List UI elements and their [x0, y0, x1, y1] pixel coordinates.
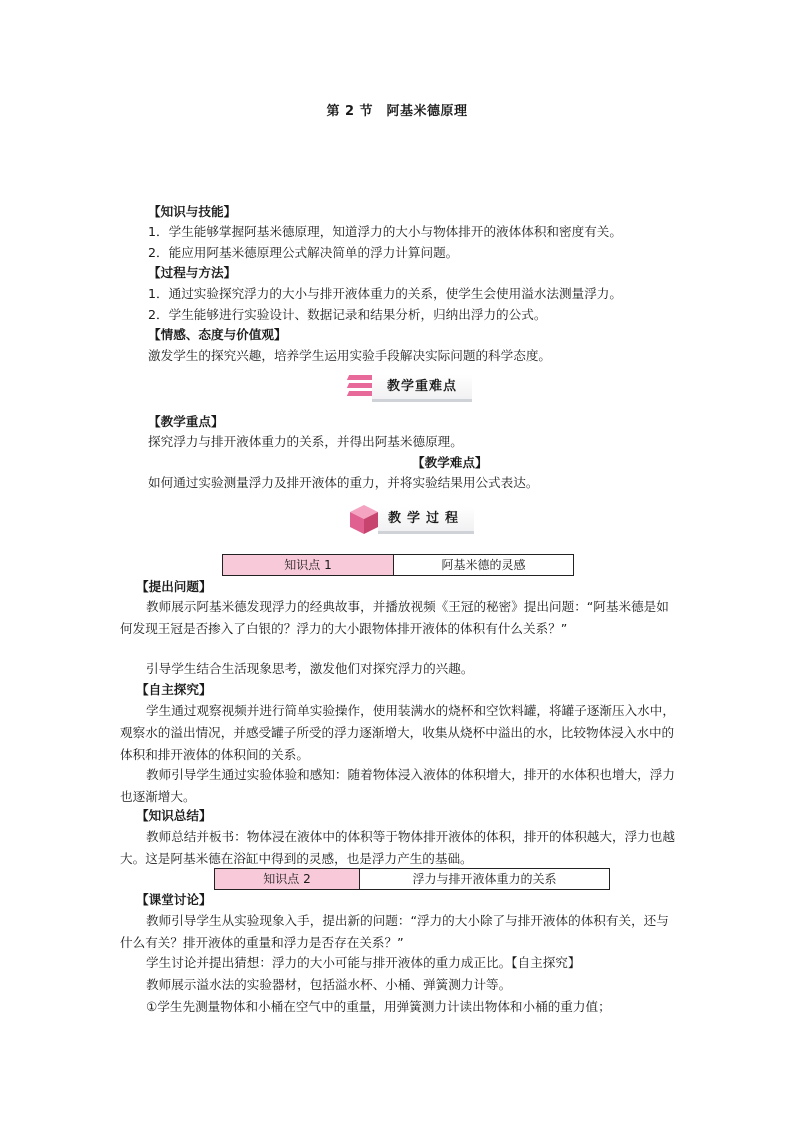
- paragraph-text: ①学生先测量物体和小桶在空气中的重量，用弹簧测力计读出物体和小桶的重力值；: [146, 999, 611, 1014]
- knowledge-point-number: 知识点 2: [215, 869, 360, 889]
- heading-process-methods: 【过程与方法】: [148, 265, 237, 280]
- heading-class-discussion: 【课堂讨论】: [136, 892, 212, 907]
- objective-line: 2．学生能够进行实验设计、数据记录和结果分析，归纳出浮力的公式。: [148, 307, 547, 322]
- cube-icon: [348, 503, 380, 535]
- paragraph-text: 教师展示阿基米德发现浮力的经典故事，并播放视频《王冠的秘密》提出问题：“阿基米德是如何发现王冠是否掺入了白银的？浮力的大小跟物体排开液体的体积有什么关系？”: [120, 599, 669, 636]
- heading-knowledge-skills: 【知识与技能】: [148, 204, 237, 219]
- objective-line: 1．通过实验探究浮力的大小与排开液体重力的关系，使学生会使用溢水法测量浮力。: [148, 286, 622, 301]
- paragraph: [120, 764, 676, 808]
- paragraph-text: 教师引导学生从实验现象入手，提出新的问题：“浮力的大小除了与排开液体的体积有关，还与什么有关？排开液体的重量和浮力是否存在关系？”: [120, 913, 669, 950]
- knowledge-point-title: 浮力与排开液体重力的关系: [412, 872, 557, 886]
- knowledge-point-title: 阿基米德的灵感: [441, 558, 526, 572]
- paragraph: [120, 996, 676, 1018]
- page-title: 第 2 节 阿基米德原理: [326, 104, 468, 119]
- paragraph-text: 教师总结并板书：物体浸在液体中的体积等于物体排开液体的体积，排开的体积越大，浮力也越大。这是阿基米德在浴缸中得到的灵感，也是浮力产生的基础。: [120, 829, 675, 866]
- paragraph-text: 教师引导学生通过实验体验和感知：随着物体浸入液体的体积增大，排开的水体积也增大，浮力也逐渐增大。: [120, 767, 675, 804]
- focus-line: 探究浮力与排开液体重力的关系，并得出阿基米德原理。: [148, 434, 463, 449]
- knowledge-point-number: 知识点 1: [223, 555, 394, 575]
- paragraph: [120, 596, 676, 640]
- paragraph-text: 学生通过观察视频并进行简单实验操作，使用装满水的烧杯和空饮料罐，将罐子逐渐压入水中，观察水的溢出情况，并感受罐子所受的浮力逐渐增大，收集从烧杯中溢出的水，比较物体浸入水中的体积和排开液体的体积间的关系。: [120, 703, 675, 762]
- objective-line: 激发学生的探究兴趣，培养学生运用实验手段解决实际问题的科学态度。: [148, 348, 551, 363]
- section-banner-key-difficult: [348, 373, 474, 403]
- objective-line: 2．能应用阿基米德原理公式解决简单的浮力计算问题。: [148, 245, 459, 260]
- heading-knowledge-summary: 【知识总结】: [136, 808, 212, 823]
- heading-attitudes-values: 【情感、态度与价值观】: [148, 327, 287, 342]
- paragraph: [120, 974, 676, 996]
- paragraph: [120, 952, 676, 974]
- heading-self-inquiry: 【自主探究】: [136, 682, 212, 697]
- paragraph-text: 教师展示溢水法的实验器材，包括溢水杯、小桶、弹簧测力计等。: [146, 977, 512, 992]
- paragraph: [120, 700, 676, 766]
- heading-teaching-focus: 【教学重点】: [148, 414, 224, 429]
- knowledge-point-table: [214, 868, 610, 890]
- paragraph: [120, 910, 676, 954]
- section-banner-teaching-process: [348, 503, 476, 535]
- banner-label: 教学重难点: [372, 375, 472, 402]
- heading-teaching-difficulty: 【教学难点】: [412, 455, 488, 470]
- paragraph: [120, 658, 676, 680]
- knowledge-point-table: [222, 554, 574, 576]
- paragraph-text: 学生讨论并提出猜想：浮力的大小可能与排开液体的重力成正比。【自主探究】: [146, 955, 581, 970]
- heading-raise-question: 【提出问题】: [136, 579, 212, 594]
- banner-label: 教学过程: [378, 507, 474, 534]
- paragraph-text: 引导学生结合生活现象思考，激发他们对探究浮力的兴趣。: [146, 661, 474, 676]
- paragraph: [120, 826, 676, 870]
- difficulty-line: 如何通过实验测量浮力及排开液体的重力，并将实验结果用公式表达。: [148, 475, 539, 490]
- objective-line: 1．学生能够掌握阿基米德原理，知道浮力的大小与物体排开的液体体积和密度有关。: [148, 224, 622, 239]
